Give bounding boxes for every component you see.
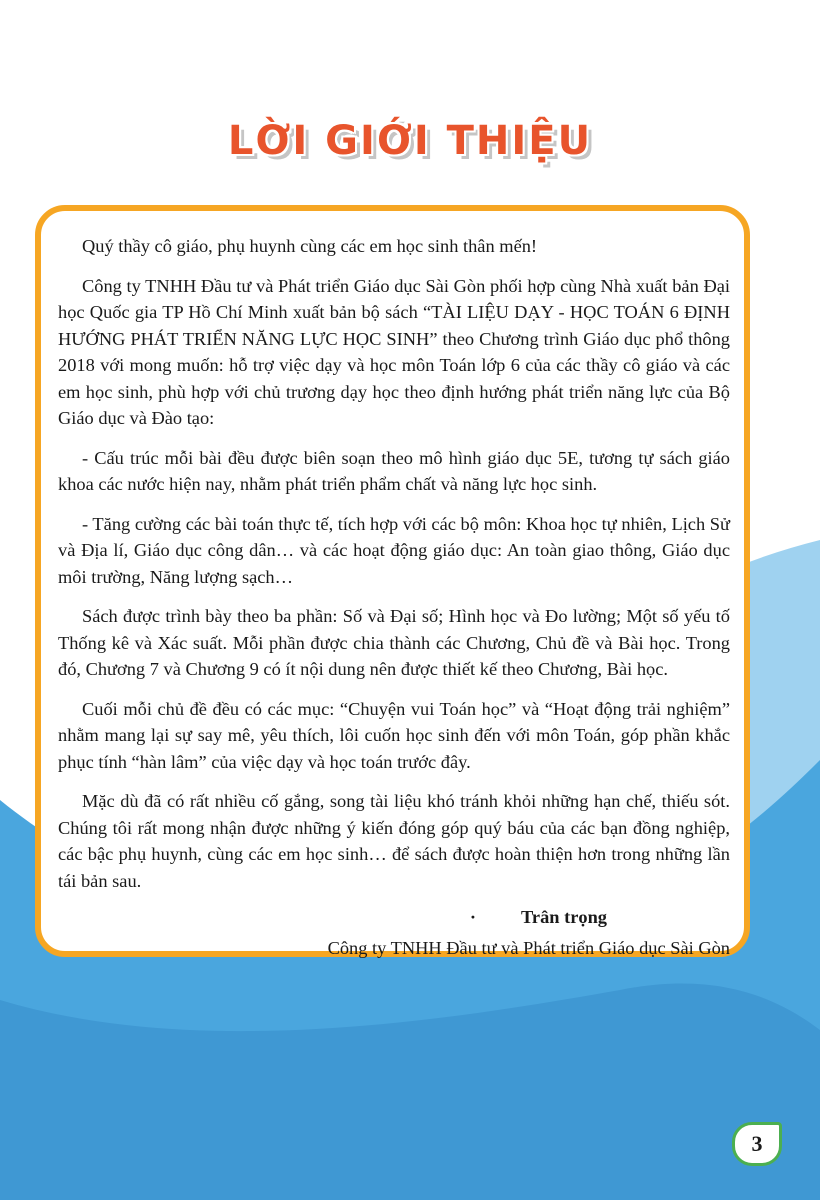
page-number-badge: 3	[732, 1122, 782, 1166]
paragraph: Cuối mỗi chủ đề đều có các mục: “Chuyện vui Toán học” và “Hoạt động trải nghiệm” nhằm mang lại sự say mê, yêu thích, lôi cuốn học sinh đến với môn Toán, góp phần khắc phục tính “hàn lâm” của việc dạy và học toán trước đây.	[58, 698, 730, 772]
closing-text: Trân trọng	[521, 907, 607, 927]
bullet-dot: ·	[469, 907, 476, 927]
page-title: LỜI GIỚI THIỆU	[227, 118, 593, 164]
paragraph: Công ty TNHH Đầu tư và Phát triển Giáo dục Sài Gòn phối hợp cùng Nhà xuất bản Đại học Quốc gia TP Hồ Chí Minh xuất bản bộ sách “TÀI LIỆU DẠY - HỌC TOÁN 6 ĐỊNH HƯỚNG PHÁT TRIỂN NĂNG LỰC HỌC SINH” theo Chương trình Giáo dục phổ thông 2018 với mong muốn: hỗ trợ việc dạy và học môn Toán lớp 6 của các thầy cô giáo và các em học sinh, phù hợp với chủ trương dạy học theo định hướng phát triển năng lực của Bộ Giáo dục và Đào tạo:	[58, 275, 730, 428]
closing-line	[58, 907, 607, 928]
signature: Công ty TNHH Đầu tư và Phát triển Giáo dục Sài Gòn	[327, 938, 730, 958]
greeting: Quý thầy cô giáo, phụ huynh cùng các em học sinh thân mến!	[82, 236, 538, 256]
intro-card	[35, 205, 750, 957]
intro-content	[58, 233, 730, 959]
paragraph: - Tăng cường các bài toán thực tế, tích hợp với các bộ môn: Khoa học tự nhiên, Lịch Sử và Địa lí, Giáo dục công dân… và các hoạt động giáo dục: An toàn giao thông, Giáo dục môi trường, Năng lượng sạch…	[58, 513, 730, 587]
paragraph: Sách được trình bày theo ba phần: Số và Đại số; Hình học và Đo lường; Một số yếu tố Thống kê và Xác suất. Mỗi phần được chia thành các Chương, Chủ đề và Bài học. Trong đó, Chương 7 và Chương 9 có ít nội dung nên được thiết kế theo Chương, Bài học.	[58, 606, 730, 679]
paragraph: Mặc dù đã có rất nhiều cố gắng, song tài liệu khó tránh khỏi những hạn chế, thiếu sót. Chúng tôi rất mong nhận được những ý kiến đóng góp quý báu của các bạn đồng nghiệp, các bậc phụ huynh, cùng các em học sinh… để sách được hoàn thiện hơn trong những lần tái bản sau.	[58, 791, 730, 891]
paragraph: - Cấu trúc mỗi bài đều được biên soạn theo mô hình giáo dục 5E, tương tự sách giáo khoa các nước hiện nay, nhằm phát triển phẩm chất và năng lực học sinh.	[58, 447, 730, 494]
